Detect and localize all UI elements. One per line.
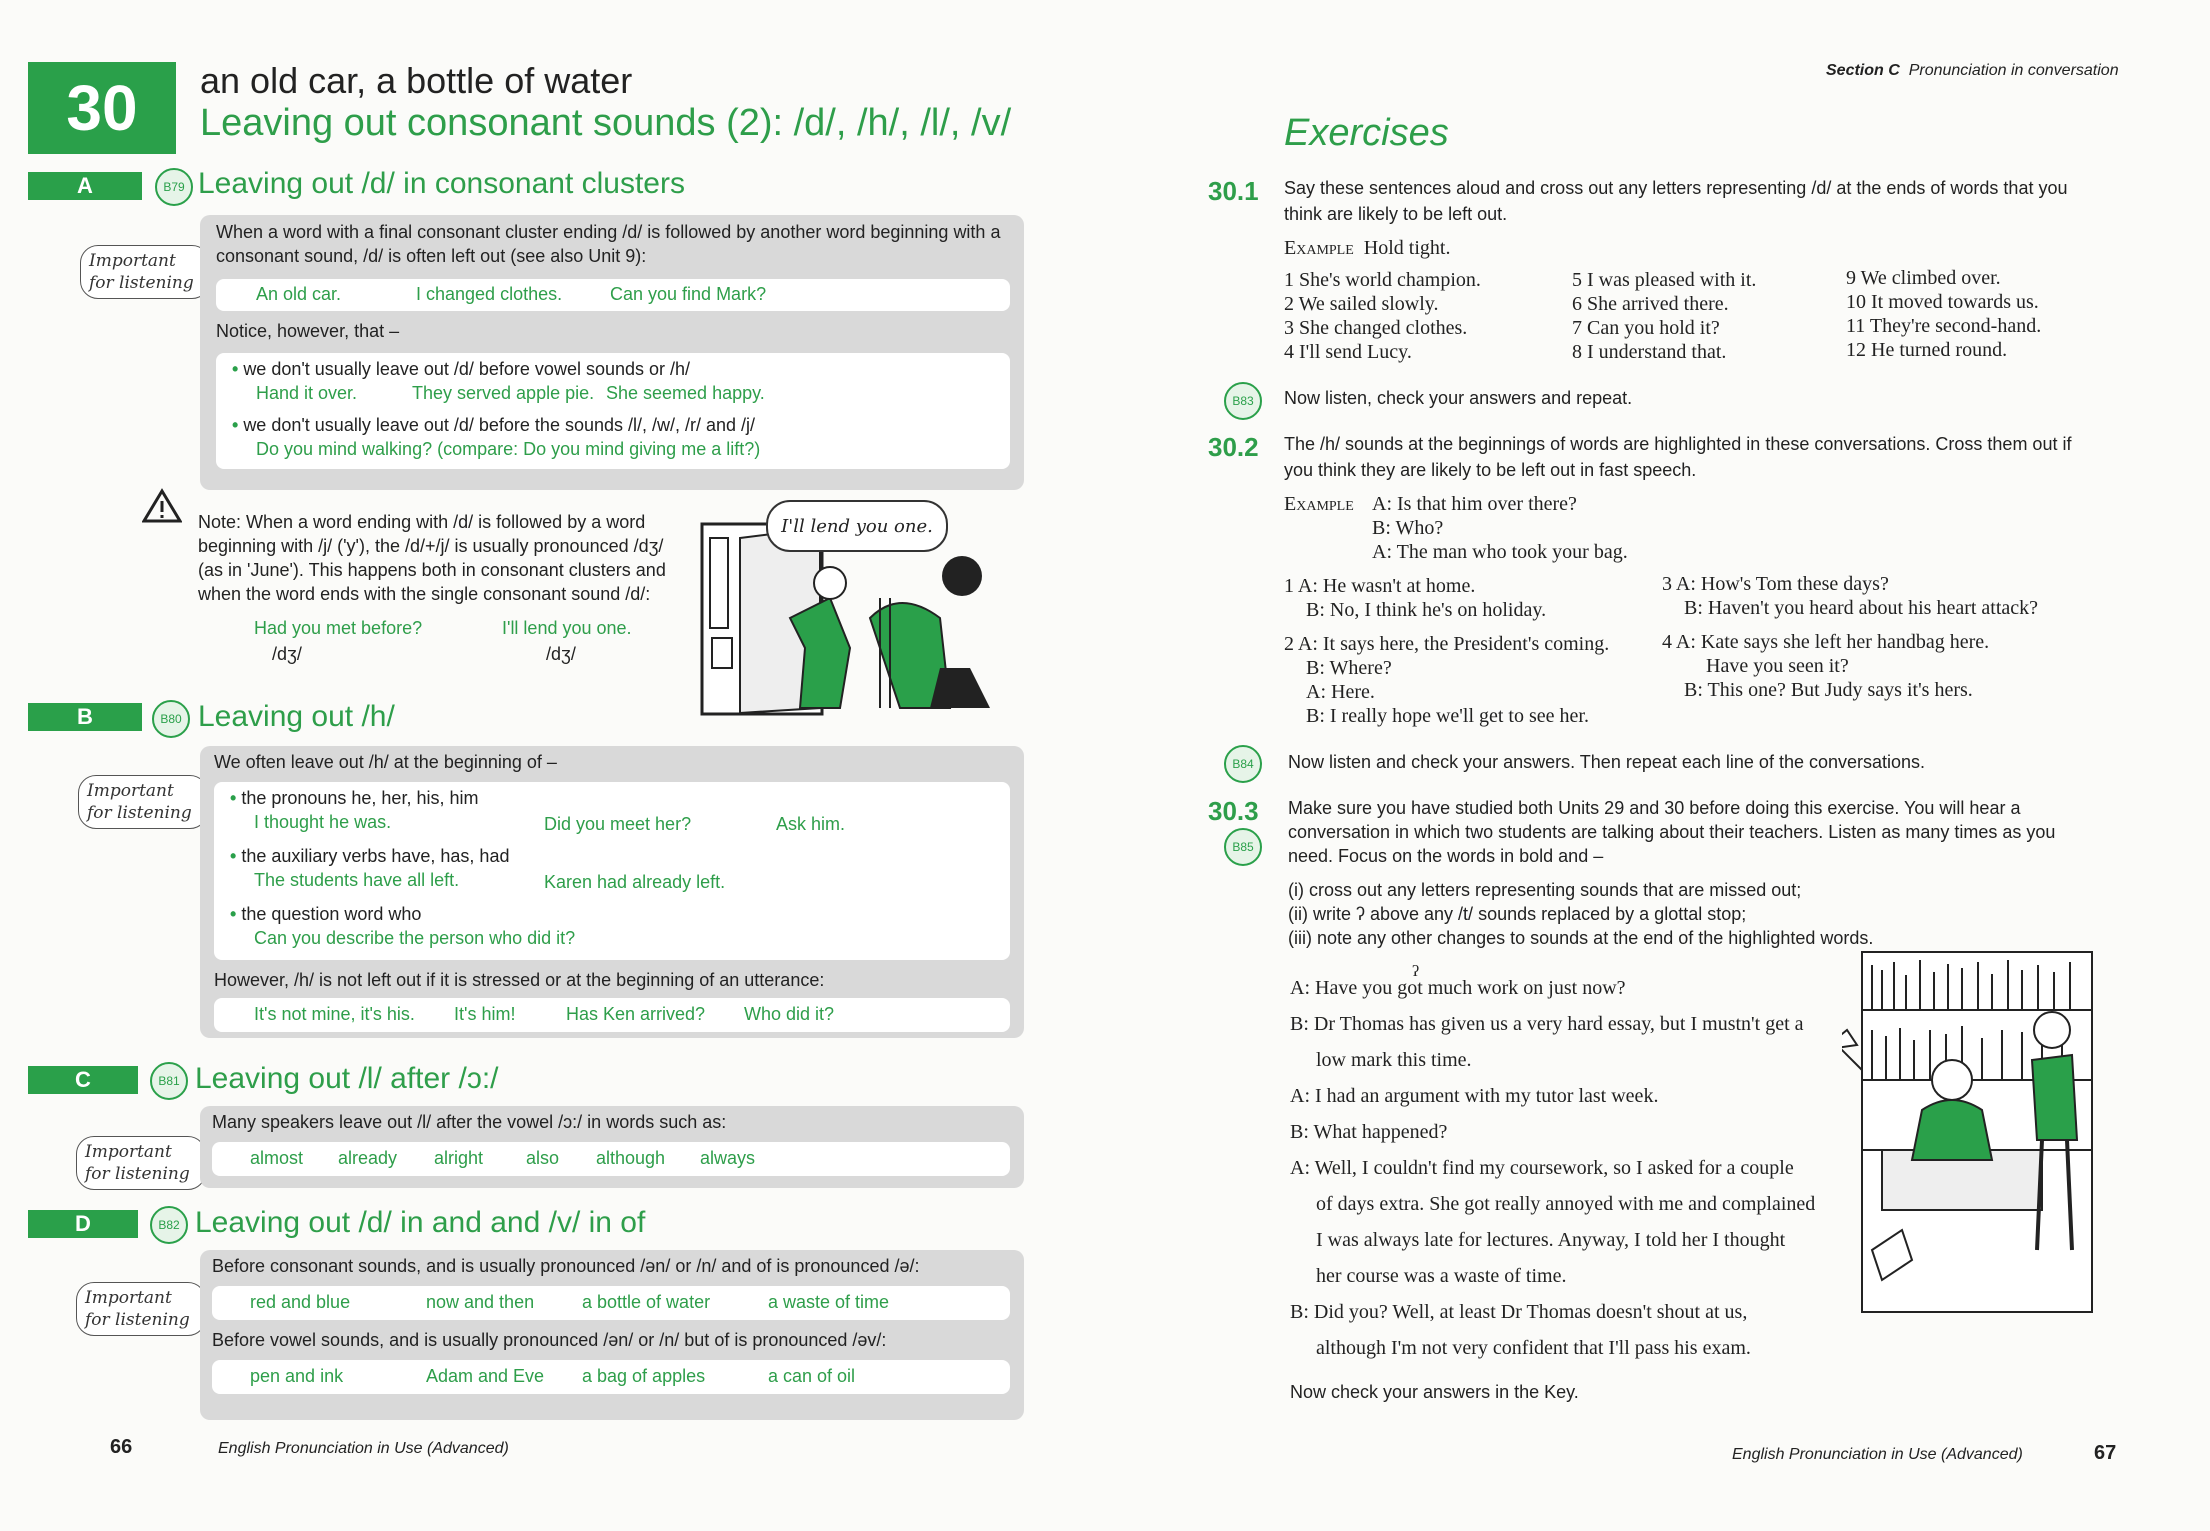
important-note-c: Important for listening bbox=[76, 1136, 206, 1190]
track-b: B80 bbox=[160, 712, 182, 726]
section-c-bar bbox=[28, 1066, 138, 1094]
step: (i) cross out any letters representing sounds that are missed out; bbox=[1288, 880, 1802, 900]
library-illustration bbox=[1842, 950, 2102, 1322]
word: alright bbox=[434, 1148, 484, 1168]
item: 6 She arrived there. bbox=[1572, 293, 1729, 315]
example: They served apple pie. bbox=[412, 383, 595, 403]
check-instruction: Now check your answers in the Key. bbox=[1290, 1382, 1579, 1402]
example: Karen had already left. bbox=[544, 872, 726, 892]
unit-number: 30 bbox=[28, 62, 176, 154]
dialogue-line: A: I had an argument with my tutor last week. bbox=[1290, 1085, 1659, 1107]
example: It's him! bbox=[454, 1004, 516, 1024]
cd-icon bbox=[1224, 745, 1262, 783]
dialogue-line: low mark this time. bbox=[1316, 1049, 1472, 1071]
bullet-1 bbox=[232, 357, 690, 381]
however-text: However, /h/ is not left out if it is stressed or at the beginning of an utterance: bbox=[214, 970, 825, 990]
unit-title-line2: Leaving out consonant sounds (2): /d/, /h/, /l/, /v/ bbox=[200, 102, 1012, 144]
dialogue-line: I was always late for lectures. Anyway, I told her I thought bbox=[1316, 1229, 1786, 1251]
cd-icon bbox=[1224, 828, 1262, 866]
exercise-number: 30.2 bbox=[1208, 432, 1259, 462]
intro-2: Before vowel sounds, and is usually pronounced /ən/ or /n/ but of is pronounced /əv/: bbox=[212, 1330, 887, 1350]
word: already bbox=[338, 1148, 398, 1168]
instruction-line-2: think are likely to be left out. bbox=[1284, 204, 1508, 224]
word: although bbox=[596, 1148, 666, 1168]
conversation-line: 3 A: How's Tom these days? bbox=[1662, 573, 1889, 595]
conversation-line: B: Haven't you heard about his heart attack? bbox=[1684, 597, 2039, 619]
note-ipa-2: /dʒ/ bbox=[546, 644, 576, 664]
section-a-heading: Leaving out /d/ in consonant clusters bbox=[198, 167, 685, 200]
section-c-panel bbox=[200, 1106, 1024, 1188]
listen-instruction: Now listen and check your answers. Then repeat each line of the conversations. bbox=[1288, 752, 1926, 772]
section-b-heading: Leaving out /h/ bbox=[198, 700, 395, 733]
important-note-d: Important for listening bbox=[76, 1282, 206, 1336]
word: also bbox=[526, 1148, 560, 1168]
important-note-a: Important for listening bbox=[80, 245, 210, 299]
intro: Many speakers leave out /l/ after the vowel /ɔ:/ in words such as: bbox=[212, 1112, 727, 1132]
example-line: A: The man who took your bag. bbox=[1372, 541, 1628, 563]
intro-1: Before consonant sounds, and is usually pronounced /ən/ or /n/ and of is pronounced /ə/: bbox=[212, 1256, 920, 1276]
example-line: A: Is that him over there? bbox=[1372, 493, 1577, 515]
unit-title-line1: an old car, a bottle of water bbox=[200, 60, 633, 101]
footer-right: English Pronunciation in Use (Advanced) bbox=[1732, 1446, 2023, 1463]
example: Adam and Eve bbox=[426, 1366, 545, 1386]
intro: We often leave out /h/ at the beginning of – bbox=[214, 752, 557, 772]
dialogue-line: of days extra. She got really annoyed with me and complained bbox=[1316, 1193, 1816, 1215]
track: B85 bbox=[1232, 840, 1254, 854]
example: I thought he was. bbox=[254, 812, 392, 832]
cd-icon bbox=[155, 168, 193, 206]
step: (iii) note any other changes to sounds at the end of the highlighted words. bbox=[1288, 928, 1874, 948]
bullet-2 bbox=[230, 844, 509, 868]
example: Has Ken arrived? bbox=[566, 1004, 706, 1024]
conversation-line: 1 A: He wasn't at home. bbox=[1284, 575, 1476, 597]
section-b-panel bbox=[200, 746, 1024, 1038]
item: 1 She's world champion. bbox=[1284, 269, 1481, 291]
instruction-line-3: need. Focus on the words in bold and – bbox=[1288, 846, 1604, 866]
vowel-box bbox=[212, 1360, 1010, 1394]
bullet-text: we don't usually leave out /d/ before vowel sounds or /h/ bbox=[243, 359, 691, 379]
listen-instruction: Now listen, check your answers and repeat. bbox=[1284, 388, 1633, 408]
example: An old car. bbox=[256, 284, 342, 304]
section-header bbox=[1826, 62, 2119, 80]
item: 5 I was pleased with it. bbox=[1572, 269, 1757, 291]
cd-icon bbox=[1224, 382, 1262, 420]
example-box bbox=[216, 279, 1010, 311]
stressed-box bbox=[214, 998, 1010, 1032]
conversation-line: B: I really hope we'll get to see her. bbox=[1306, 705, 1589, 727]
item: 2 We sailed slowly. bbox=[1284, 293, 1439, 315]
bullet-text: the question word who bbox=[241, 904, 422, 924]
cd-icon bbox=[150, 1206, 188, 1244]
dialogue-line: A: Well, I couldn't find my coursework, so I asked for a couple bbox=[1290, 1157, 1794, 1179]
example-text: Hold tight. bbox=[1363, 237, 1451, 259]
conversation-line: B: Where? bbox=[1306, 657, 1392, 679]
word: almost bbox=[250, 1148, 304, 1168]
bullet-2 bbox=[232, 413, 755, 437]
item: 4 I'll send Lucy. bbox=[1284, 341, 1412, 363]
bullet-text: we don't usually leave out /d/ before the sounds /l/, /w/, /r/ and /j/ bbox=[243, 415, 756, 435]
note-line-3: (as in 'June'). This happens both in consonant clusters and bbox=[198, 560, 666, 580]
example: I changed clothes. bbox=[416, 284, 563, 304]
example: now and then bbox=[426, 1292, 535, 1312]
item: 3 She changed clothes. bbox=[1284, 317, 1468, 339]
page-number-right: 67 bbox=[2094, 1442, 2117, 1464]
instruction-line-1: The /h/ sounds at the beginnings of words are highlighted in these conversations. Cross them out if bbox=[1284, 434, 2072, 454]
warning-icon bbox=[142, 488, 182, 524]
bullet-text: the pronouns he, her, his, him bbox=[241, 788, 479, 808]
example-label: Example bbox=[1284, 237, 1354, 259]
example: a bag of apples bbox=[582, 1366, 706, 1386]
dialogue-line: B: Did you? Well, at least Dr Thomas doesn't shout at us, bbox=[1290, 1301, 1748, 1323]
section-d-heading: Leaving out /d/ in and and /v/ in of bbox=[195, 1206, 646, 1239]
pronoun-box bbox=[214, 782, 1010, 960]
item: 9 We climbed over. bbox=[1846, 267, 2001, 289]
example: a waste of time bbox=[768, 1292, 890, 1312]
footer-left: English Pronunciation in Use (Advanced) bbox=[218, 1440, 509, 1457]
note-line-2: beginning with /j/ ('y'), the /d/+/j/ is usually pronounced /dʒ/ bbox=[198, 536, 664, 556]
note-example-1: Had you met before? bbox=[254, 618, 423, 638]
example: Do you mind walking? (compare: Do you mind giving me a lift?) bbox=[256, 439, 761, 459]
item: 12 He turned round. bbox=[1846, 339, 2008, 361]
track-d: B82 bbox=[158, 1218, 180, 1232]
track: B84 bbox=[1232, 757, 1254, 771]
page-number-left: 66 bbox=[110, 1436, 133, 1458]
example: red and blue bbox=[250, 1292, 351, 1312]
example: Can you find Mark? bbox=[610, 284, 767, 304]
example: Did you meet her? bbox=[544, 814, 692, 834]
section-b-letter: B bbox=[77, 704, 93, 729]
section-d-panel bbox=[200, 1250, 1024, 1420]
cd-icon bbox=[150, 1062, 188, 1100]
section-d-letter: D bbox=[75, 1211, 91, 1236]
example: Hand it over. bbox=[256, 383, 358, 403]
intro-line-2: consonant sound, /d/ is often left out (see also Unit 9): bbox=[216, 246, 647, 266]
section-topic: Pronunciation in conversation bbox=[1908, 62, 2119, 79]
dialogue-line: B: Dr Thomas has given us a very hard essay, but I mustn't get a bbox=[1290, 1013, 1804, 1035]
conversation-line: 4 A: Kate says she left her handbag here. bbox=[1662, 631, 1990, 653]
example: a can of oil bbox=[768, 1366, 856, 1386]
item: 7 Can you hold it? bbox=[1572, 317, 1720, 339]
example-label: Example bbox=[1284, 493, 1354, 515]
bullet-1 bbox=[230, 786, 478, 810]
example: Ask him. bbox=[776, 814, 846, 834]
bullet-text: the auxiliary verbs have, has, had bbox=[241, 846, 510, 866]
section-label: Section C bbox=[1826, 62, 1900, 79]
note-line-1: Note: When a word ending with /d/ is followed by a word bbox=[198, 512, 646, 532]
conversation-line: 2 A: It says here, the President's coming. bbox=[1284, 633, 1610, 655]
item: 8 I understand that. bbox=[1572, 341, 1727, 363]
dialogue-line: A: Have you got much work on just now? bbox=[1290, 977, 1626, 999]
example: She seemed happy. bbox=[606, 383, 765, 403]
intro-line-1: When a word with a final consonant cluster ending /d/ is followed by another word beginning with a bbox=[216, 222, 1001, 242]
section-d-bar bbox=[28, 1210, 138, 1238]
track: B83 bbox=[1232, 394, 1254, 408]
dialogue-line: although I'm not very confident that I'll pass his exam. bbox=[1316, 1337, 1751, 1359]
speech-bubble: I'll lend you one. bbox=[766, 500, 948, 552]
glottal-mark: ʔ bbox=[1412, 963, 1420, 980]
track-a: B79 bbox=[163, 180, 185, 194]
example-row bbox=[1284, 236, 1450, 260]
conversation-line: B: No, I think he's on holiday. bbox=[1306, 599, 1547, 621]
example: a bottle of water bbox=[582, 1292, 711, 1312]
word: always bbox=[700, 1148, 756, 1168]
section-a-letter: A bbox=[77, 173, 93, 198]
section-c-letter: C bbox=[75, 1067, 91, 1092]
consonant-box bbox=[212, 1286, 1010, 1320]
example: Can you describe the person who did it? bbox=[254, 928, 576, 948]
example-line: B: Who? bbox=[1372, 517, 1444, 539]
item: 10 It moved towards us. bbox=[1846, 291, 2039, 313]
section-a-bar bbox=[28, 172, 142, 200]
instruction-line-1: Make sure you have studied both Units 29 and 30 before doing this exercise. You will hear a bbox=[1288, 798, 2021, 818]
bullet-3 bbox=[230, 902, 421, 926]
note-line-4: when the word ends with the single consonant sound /d/: bbox=[198, 584, 651, 604]
note-ipa-1: /dʒ/ bbox=[272, 644, 302, 664]
exercise-number: 30.3 bbox=[1208, 796, 1259, 826]
section-c-heading: Leaving out /l/ after /ɔ:/ bbox=[195, 1062, 499, 1095]
section-b-bar bbox=[28, 703, 142, 731]
dialogue-line: B: What happened? bbox=[1290, 1121, 1448, 1143]
note-example-2: I'll lend you one. bbox=[502, 618, 632, 638]
instruction-line-2: you think they are likely to be left out in fast speech. bbox=[1284, 460, 1697, 480]
notice-box bbox=[216, 353, 1010, 469]
example: Who did it? bbox=[744, 1004, 835, 1024]
example: pen and ink bbox=[250, 1366, 344, 1386]
example: The students have all left. bbox=[254, 870, 460, 890]
exercise-number: 30.1 bbox=[1208, 176, 1259, 206]
track-c: B81 bbox=[158, 1074, 180, 1088]
example: It's not mine, it's his. bbox=[254, 1004, 415, 1024]
conversation-line: A: Here. bbox=[1306, 681, 1375, 703]
notice-text: Notice, however, that – bbox=[216, 321, 400, 341]
cd-icon bbox=[152, 700, 190, 738]
exercises-heading: Exercises bbox=[1284, 112, 1449, 154]
instruction-line-2: conversation in which two students are talking about their teachers. Listen as many times as you bbox=[1288, 822, 2056, 842]
step: (ii) write ʔ above any /t/ sounds replaced by a glottal stop; bbox=[1288, 904, 1747, 924]
important-note-b: Important for listening bbox=[78, 775, 208, 829]
words-box bbox=[212, 1142, 1010, 1176]
dialogue-line: her course was a waste of time. bbox=[1316, 1265, 1567, 1287]
section-a-panel bbox=[200, 215, 1024, 490]
instruction-line-1: Say these sentences aloud and cross out any letters representing /d/ at the ends of words that you bbox=[1284, 178, 2068, 198]
item: 11 They're second-hand. bbox=[1846, 315, 2042, 337]
conversation-line: B: This one? But Judy says it's hers. bbox=[1684, 679, 1973, 701]
conversation-line: Have you seen it? bbox=[1706, 655, 1849, 677]
